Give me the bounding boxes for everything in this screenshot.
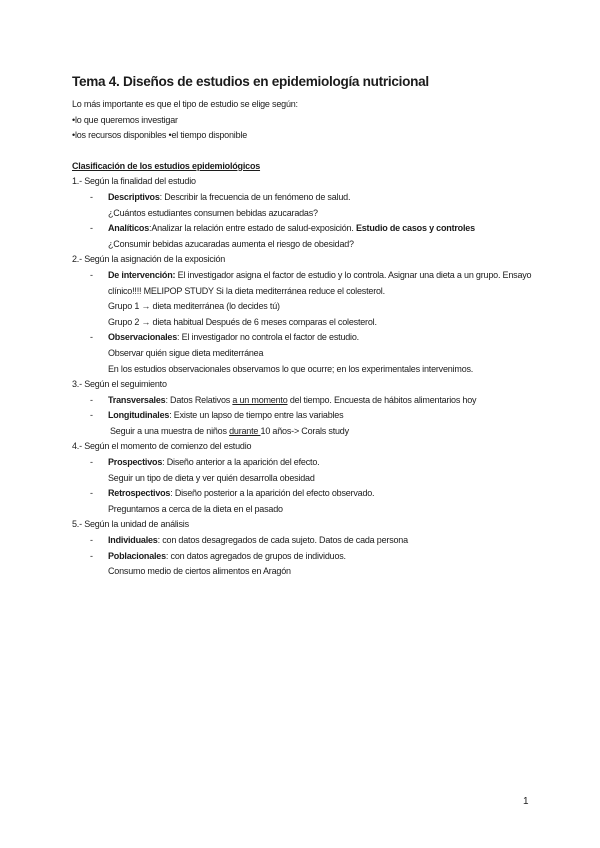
term-observacionales: Observacionales: [108, 332, 178, 343]
text-intervencion: El investigador asigna el factor de estudio y lo controla. Asignar una dieta a un grupo. Ensayo clínico!!!! MELIPOP STUDY Si la dieta mediterránea reduce el colesterol.: [108, 269, 532, 296]
text-longitudinales-b: 10 años-> Corals study: [260, 425, 349, 436]
term-descriptivos: Descriptivos: [108, 191, 160, 202]
example-descriptivos: ¿Cuántos estudiantes consumen bebidas azucaradas?: [108, 207, 318, 218]
spacer: [72, 144, 542, 159]
text-analiticos: :Analizar la relación entre estado de salud-exposición.: [149, 223, 356, 234]
text-longitudinales-a: Seguir a una muestra de niños: [110, 425, 230, 436]
example-analiticos: ¿Consumir bebidas azucaradas aumenta el riesgo de obesidad?: [108, 238, 354, 249]
dash-marker: -: [90, 457, 93, 468]
section-header-seguimiento: 3.- Según el seguimiento: [72, 379, 167, 390]
term-poblacionales: Poblacionales: [108, 550, 166, 561]
classification-heading: Clasificación de los estudios epidemiológicos: [72, 160, 261, 171]
text-longitudinales: : Existe un lapso de tiempo entre las variables: [169, 410, 344, 421]
list-item-intervencion: [72, 268, 542, 299]
dash-marker: -: [90, 488, 93, 499]
list-item-poblacionales: [72, 549, 542, 565]
list-item-retrospectivos: [72, 486, 542, 502]
dash-marker: -: [90, 332, 93, 343]
bullet-item: •los recursos disponibles •el tiempo disponible: [72, 130, 247, 141]
dash-marker: -: [90, 394, 93, 405]
grupo-1: Grupo 1 → dieta mediterránea (lo decides tú): [108, 301, 280, 312]
text-transversales-a: : Datos Relativos: [165, 394, 233, 405]
underlined-durante: durante: [229, 425, 261, 436]
document-title: Tema 4. Diseños de estudios en epidemiología nutricional: [72, 74, 429, 89]
note-observacionales: En los estudios observacionales observamos lo que ocurre; en los experimentales intervenimos.: [108, 363, 474, 374]
example-poblacionales: Consumo medio de ciertos alimentos en Aragón: [108, 566, 291, 577]
casos-controles: Estudio de casos y controles: [355, 223, 475, 234]
dash-marker: -: [90, 223, 93, 234]
text-individuales: : con datos desagregados de cada sujeto. Datos de cada persona: [157, 535, 408, 546]
section-header-finalidad: 1.- Según la finalidad del estudio: [72, 176, 196, 187]
dash-marker: -: [90, 535, 93, 546]
dash-marker: -: [90, 269, 93, 280]
example-retrospectivos: Preguntamos a cerca de la dieta en el pasado: [108, 503, 283, 514]
section-heading: [72, 159, 542, 175]
bullet-item: •lo que queremos investigar: [72, 114, 178, 125]
term-retrospectivos: Retrospectivos: [108, 488, 171, 499]
document-body: [72, 73, 542, 580]
list-item-prospectivos: [72, 455, 542, 471]
list-item-individuales: [72, 533, 542, 549]
list-item-descriptivos: [72, 190, 542, 206]
section-header-unidad: 5.- Según la unidad de análisis: [72, 519, 189, 530]
dash-marker: -: [90, 191, 93, 202]
page-number: 1: [523, 796, 529, 807]
dash-marker: -: [90, 410, 93, 421]
term-intervencion: De intervención:: [108, 269, 176, 280]
text-prospectivos: : Diseño anterior a la aparición del efecto.: [162, 457, 320, 468]
term-individuales: Individuales: [108, 535, 158, 546]
underlined-momento: a un momento: [232, 394, 288, 405]
list-item-analiticos: [72, 221, 542, 237]
text-descriptivos: : Describir la frecuencia de un fenómeno de salud.: [159, 191, 351, 202]
example-observacionales: Observar quién sigue dieta mediterránea: [108, 347, 264, 358]
text-retrospectivos: : Diseño posterior a la aparición del efecto observado.: [170, 488, 375, 499]
section-header-asignacion: 2.- Según la asignación de la exposición: [72, 254, 226, 265]
term-transversales: Transversales: [108, 394, 166, 405]
term-longitudinales: Longitudinales: [108, 410, 170, 421]
text-poblacionales: : con datos agregados de grupos de individuos.: [165, 550, 346, 561]
text-observacionales: : El investigador no controla el factor de estudio.: [177, 332, 359, 343]
list-item-longitudinales: [72, 408, 542, 424]
term-analiticos: Analíticos: [108, 223, 150, 234]
section-header-comienzo: 4.- Según el momento de comienzo del estudio: [72, 441, 252, 452]
example-longitudinales: [72, 424, 542, 440]
text-transversales-b: del tiempo. Encuesta de hábitos alimentarios hoy: [287, 394, 477, 405]
term-prospectivos: Prospectivos: [108, 457, 163, 468]
list-item-transversales: [72, 393, 542, 409]
example-prospectivos: Seguir un tipo de dieta y ver quién desarrolla obesidad: [108, 472, 315, 483]
intro-text: Lo más importante es que el tipo de estudio se elige según:: [72, 99, 298, 109]
dash-marker: -: [90, 550, 93, 561]
list-item-observacionales: [72, 330, 542, 346]
grupo-2: Grupo 2 → dieta habitual Después de 6 meses comparas el colesterol.: [108, 316, 377, 327]
